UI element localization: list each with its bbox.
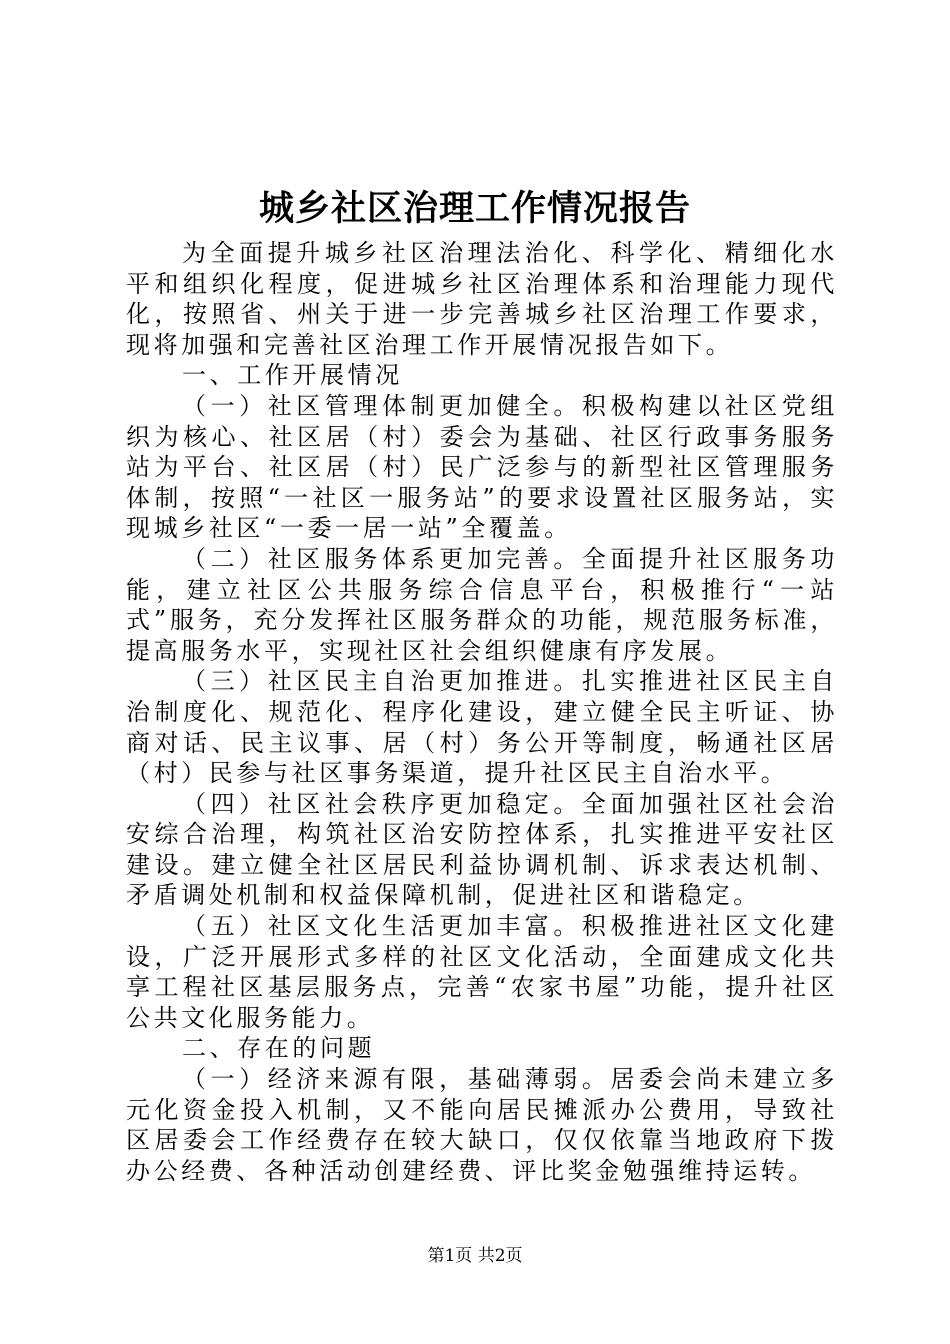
document-title: 城乡社区治理工作情况报告 — [258, 188, 691, 229]
section-heading-2: 二、存在的问题 — [182, 1034, 376, 1063]
section1-item-4: （四）社区社会秩序更加稳定。全面加强社区社会治安综合治理，构筑社区治安防控体系，扎实推进平安社区建设。建立健全社区居民利益协调机制、诉求表达机制、矛盾调处机制和权益保障机制，促进社区和谐稳定。 — [126, 789, 838, 910]
page-footer: 第1页 共2页 — [427, 1246, 523, 1266]
section1-item-3: （三）社区民主自治更加推进。扎实推进社区民主自治制度化、规范化、程序化建设，建立健全民主听证、协商对话、民主议事、居（村）务公开等制度，畅通社区居（村）民参与社区事务渠道，提升社区民主自治水平。 — [126, 667, 838, 788]
section1-item-1: （一）社区管理体制更加健全。积极构建以社区党组织为核心、社区居（村）委会为基础、社区行政事务服务站为平台、社区居（村）民广泛参与的新型社区管理服务体制，按照“一社区一服务站”的要求设置社区服务站，实现城乡社区“一委一居一站”全覆盖。 — [126, 391, 838, 543]
section1-item-5: （五）社区文化生活更加丰富。积极推进社区文化建设，广泛开展形式多样的社区文化活动，全面建成文化共享工程社区基层服务点，完善“农家书屋”功能，提升社区公共文化服务能力。 — [126, 912, 838, 1032]
intro-paragraph: 为全面提升城乡社区治理法治化、科学化、精细化水平和组织化程度，促进城乡社区治理体系和治理能力现代化，按照省、州关于进一步完善城乡社区治理工作要求，现将加强和完善社区治理工作开展情况报告如下。 — [126, 239, 838, 359]
section1-item-2: （二）社区服务体系更加完善。全面提升社区服务功能，建立社区公共服务综合信息平台，积极推行“一站式”服务，充分发挥社区服务群众的功能，规范服务标准，提高服务水平，实现社区社会组织健康有序发展。 — [126, 544, 838, 665]
document-body — [126, 238, 838, 1186]
section-heading-1: 一、工作开展情况 — [182, 361, 403, 390]
section2-item-1: （一）经济来源有限，基础薄弱。居委会尚未建立多元化资金投入机制，又不能向居民摊派办公费用，导致社区居委会工作经费存在较大缺口，仅仅依靠当地政府下拨办公经费、各种活动创建经费、评比奖金勉强维持运转。 — [126, 1065, 838, 1185]
